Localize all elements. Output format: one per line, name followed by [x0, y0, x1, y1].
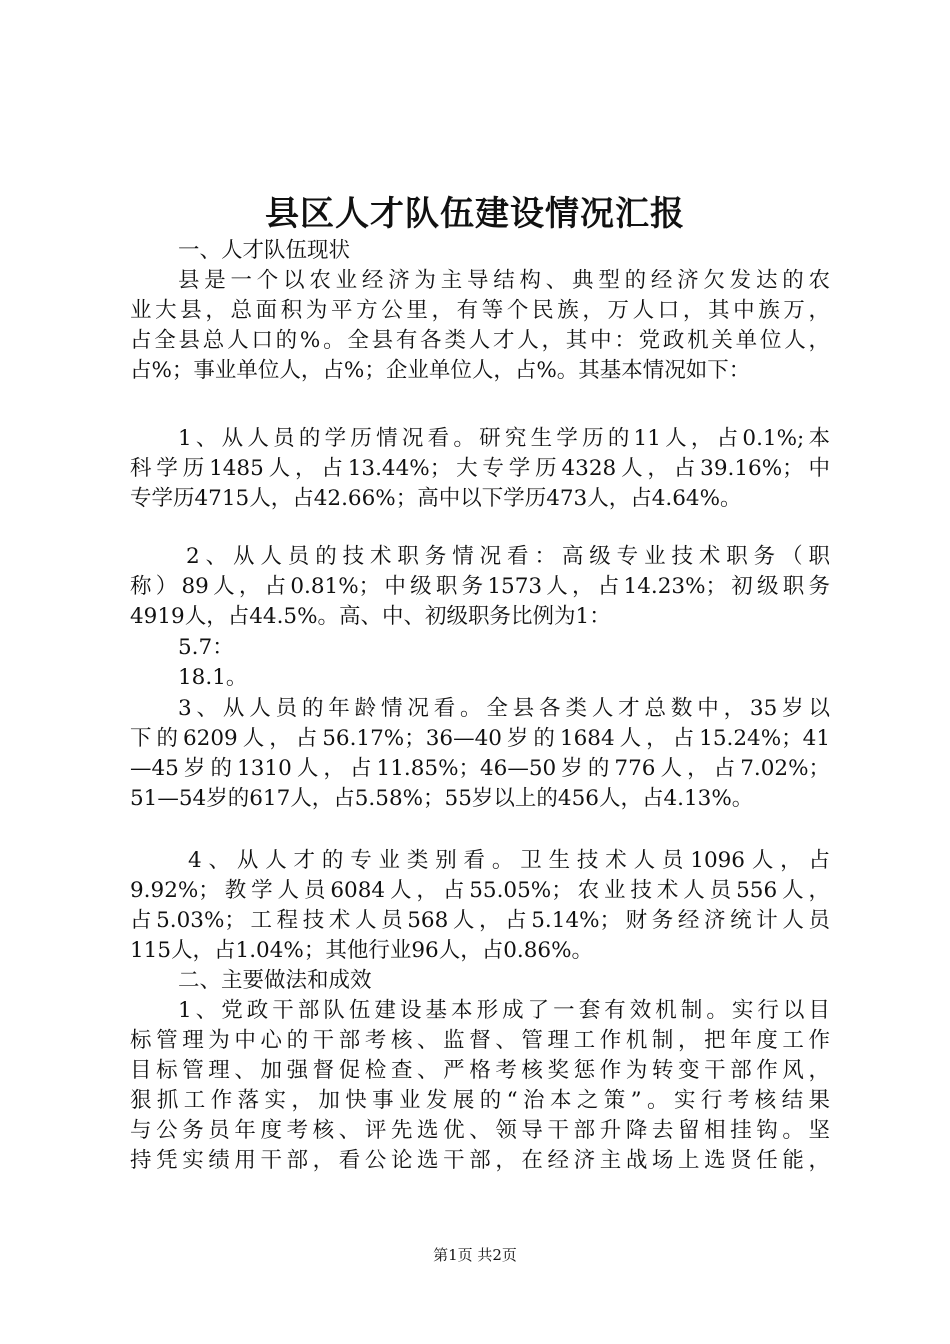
paragraph-line: 4、从人才的专业类别看。卫生技术人员1096人，占	[188, 848, 830, 873]
paragraph-line: 目标管理、加强督促检查、严格考核奖惩作为转变干部作风，	[130, 1058, 830, 1083]
section-heading: 二、主要做法和成效	[178, 968, 372, 993]
paragraph-line: 县是一个以农业经济为主导结构、典型的经济欠发达的农	[178, 268, 830, 293]
paragraph-line: 2、从人员的技术职务情况看：高级专业技术职务（职	[186, 544, 830, 569]
paragraph-line: 18.1。	[178, 665, 248, 690]
paragraph-line: 4919人，占44.5%。高、中、初级职务比例为1：	[130, 604, 611, 629]
paragraph-line: 业大县，总面积为平方公里，有等个民族，万人口，其中族万，	[130, 298, 830, 323]
paragraph-line: 1、从人员的学历情况看。研究生学历的11人，占0.1%;本	[178, 426, 830, 451]
paragraph-line: 115人，占1.04%；其他行业96人，占0.86%。	[130, 938, 593, 963]
paragraph-line: 专学历4715人，占42.66%；高中以下学历473人，占4.64%。	[130, 486, 742, 511]
paragraph-line: 9.92%；教学人员6084人，占55.05%；农业技术人员556人，	[130, 878, 830, 903]
paragraph-line: 占5.03%；工程技术人员568人，占5.14%；财务经济统计人员	[130, 908, 830, 933]
paragraph-line: 51—54岁的617人，占5.58%；55岁以上的456人，占4.13%。	[130, 786, 754, 811]
paragraph-line: 与公务员年度考核、评先选优、领导干部升降去留相挂钩。坚	[130, 1118, 830, 1143]
document-title: 县区人才队伍建设情况汇报	[265, 194, 685, 234]
paragraph-line: 狠抓工作落实，加快事业发展的“治本之策”。实行考核结果	[130, 1088, 830, 1113]
paragraph-line: 5.7：	[178, 635, 234, 660]
paragraph-line: 称）89人，占0.81%；中级职务1573人，占14.23%；初级职务	[130, 574, 830, 599]
paragraph-line: 3、从人员的年龄情况看。全县各类人才总数中，35岁以	[178, 696, 830, 721]
section-heading: 一、人才队伍现状	[178, 238, 351, 263]
paragraph-line: 下的6209人，占56.17%；36—40岁的1684人，占15.24%；41	[130, 726, 830, 751]
paragraph-line: 标管理为中心的干部考核、监督、管理工作机制，把年度工作	[130, 1028, 830, 1053]
paragraph-line: 1、党政干部队伍建设基本形成了一套有效机制。实行以目	[178, 998, 830, 1023]
page-footer: 第1页 共2页	[433, 1246, 517, 1264]
paragraph-line: —45岁的1310人，占11.85%；46—50岁的776人，占7.02%；	[130, 756, 830, 781]
paragraph-line: 科学历1485人，占13.44%；大专学历4328人，占39.16%；中	[130, 456, 830, 481]
paragraph-line: 持凭实绩用干部，看公论选干部，在经济主战场上选贤任能，	[130, 1148, 830, 1173]
paragraph-line: 占%；事业单位人，占%；企业单位人，占%。其基本情况如下：	[130, 358, 751, 383]
paragraph-line: 占全县总人口的%。全县有各类人才人，其中：党政机关单位人，	[130, 328, 830, 353]
